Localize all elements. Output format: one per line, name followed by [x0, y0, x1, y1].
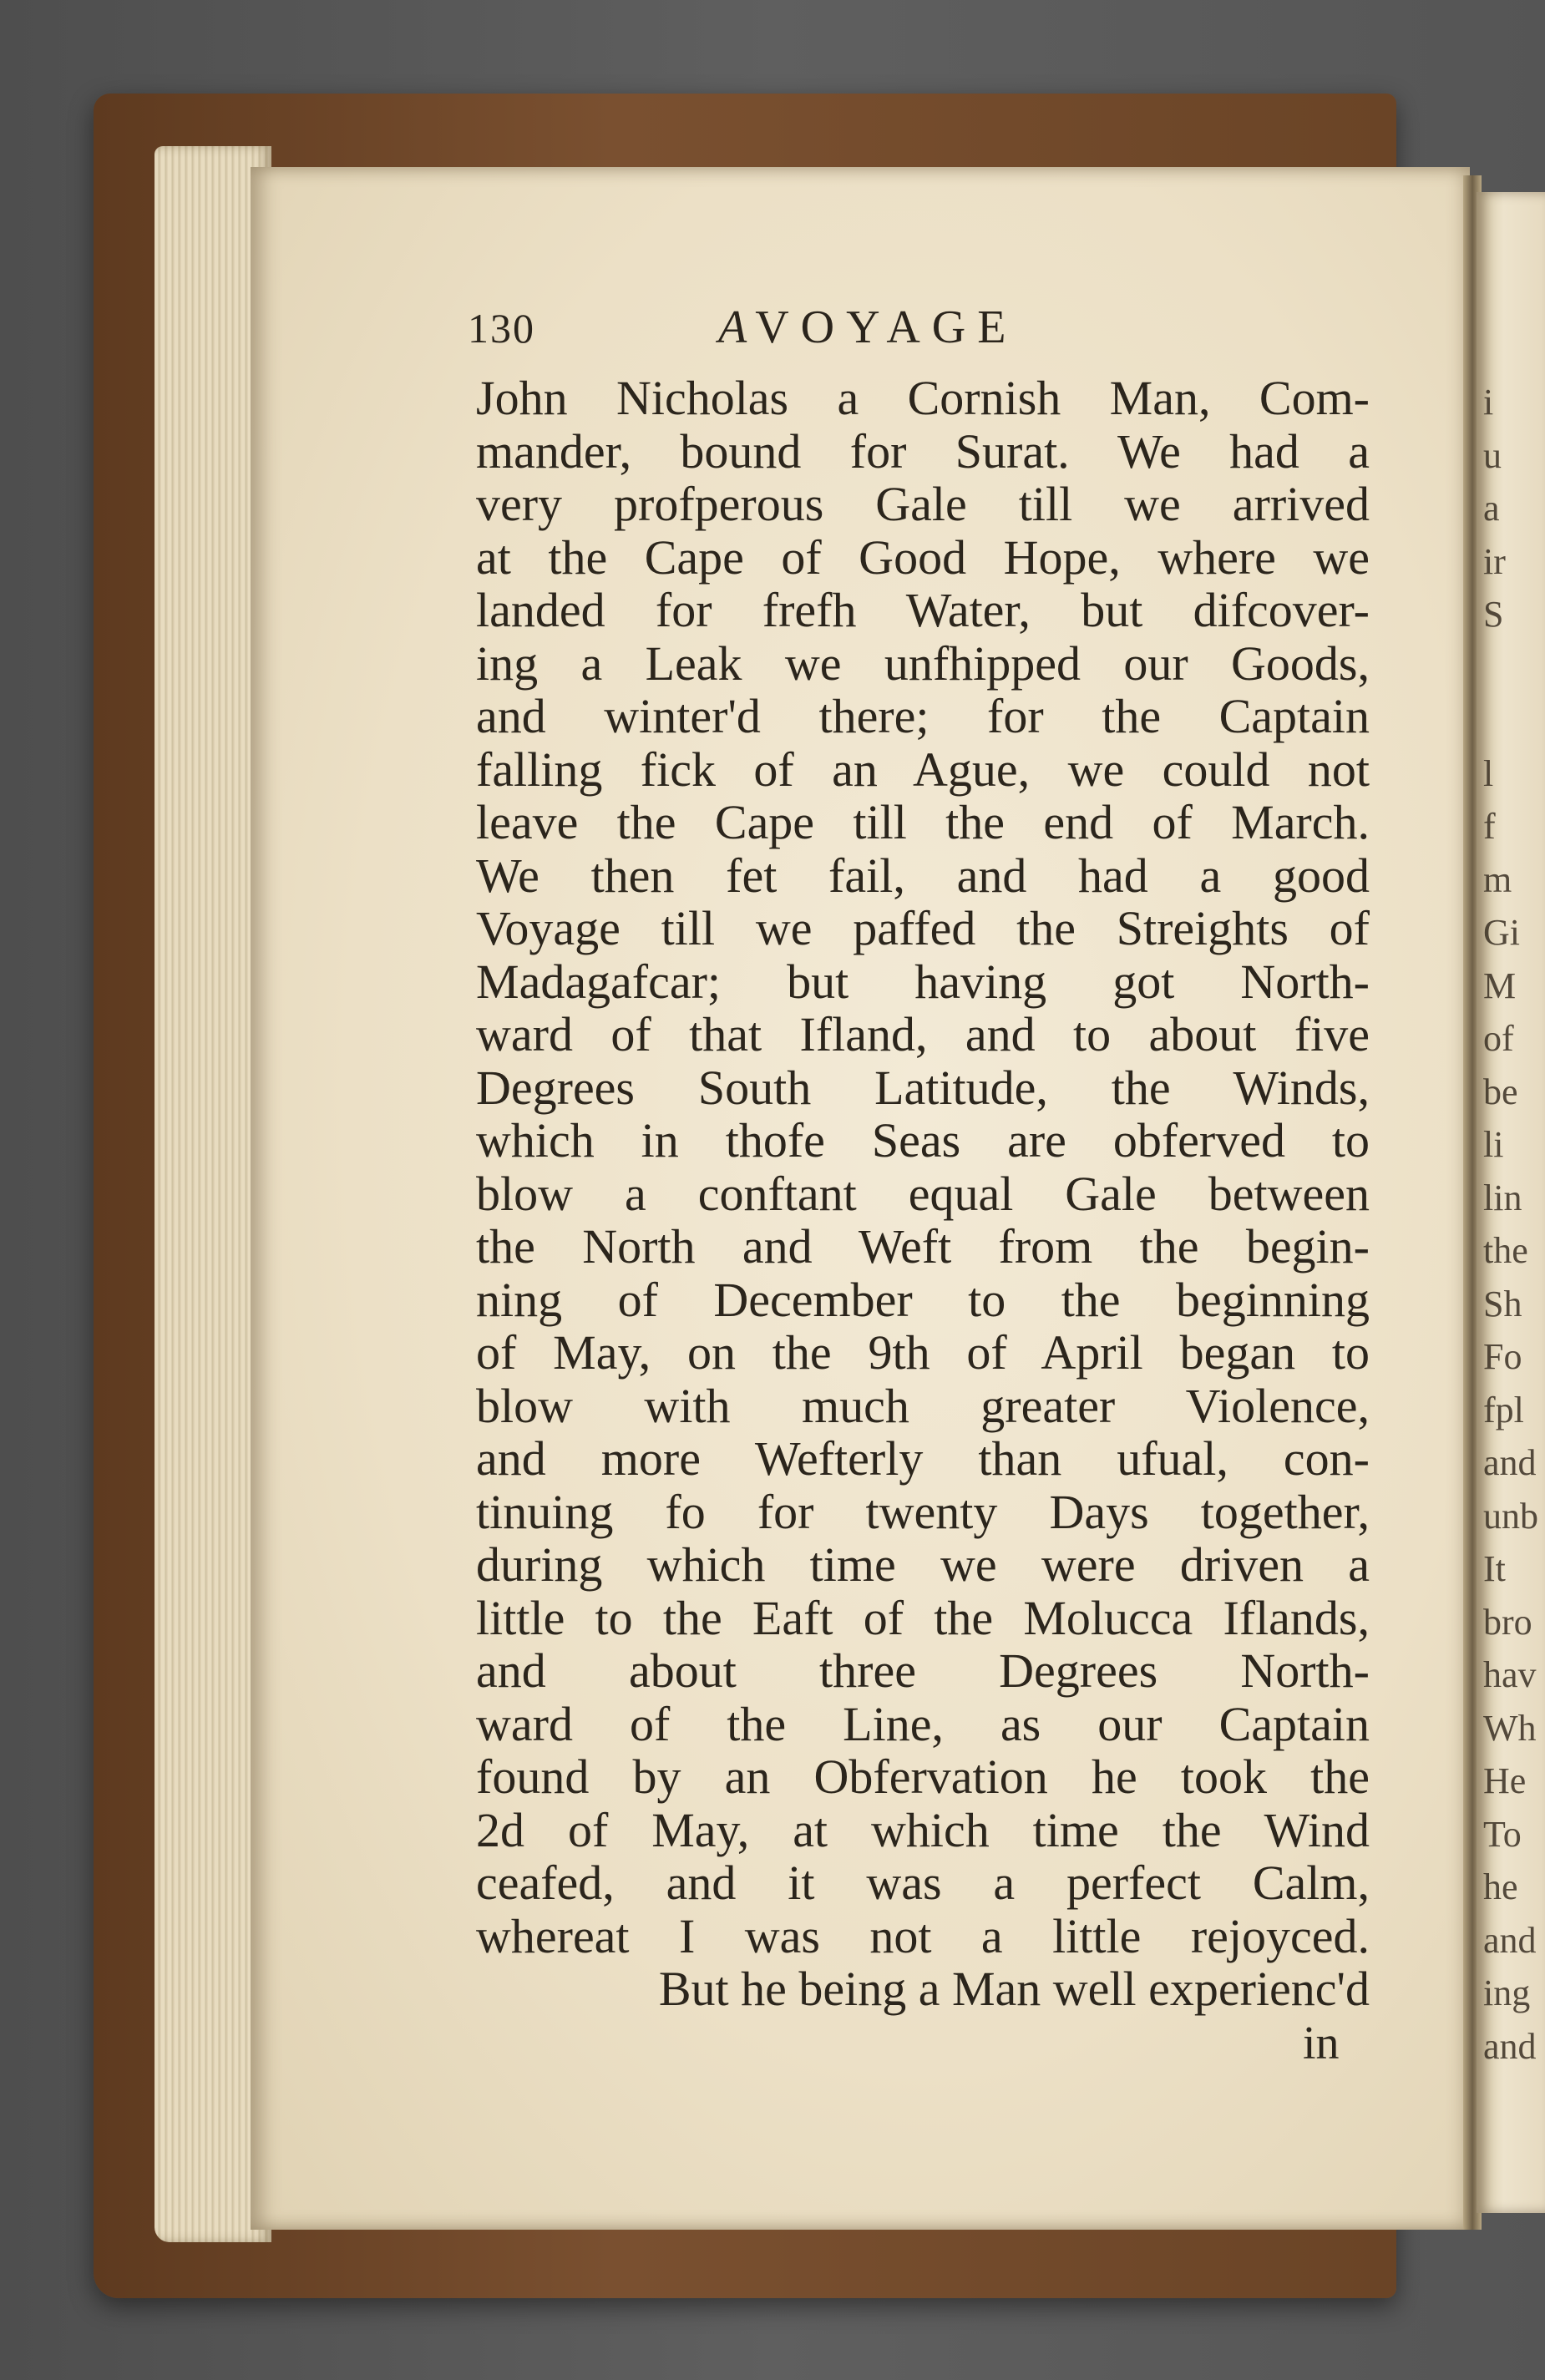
facing-page-fragment: and: [1483, 1919, 1537, 1961]
facing-page-fragment: a: [1483, 488, 1500, 529]
facing-page-fragment: [1477, 694, 1545, 747]
facing-page-fragment: he: [1483, 1866, 1518, 1907]
facing-page-fragment: and: [1483, 2025, 1537, 2067]
facing-page-fragment: lin: [1483, 1177, 1522, 1218]
text-line: Madagafcar; but having got North-: [476, 954, 1370, 1009]
text-line: during which time we were driven a: [476, 1537, 1370, 1592]
page-number: 130: [468, 305, 535, 352]
text-line: falling fick of an Ague, we could not: [476, 742, 1370, 797]
catchword: in: [1303, 2018, 1340, 2069]
text-line: But he being a Man well experienc'd: [658, 1962, 1370, 2016]
facing-page-fragment: M: [1483, 965, 1517, 1006]
running-head-word: VOYAGE: [755, 301, 1018, 353]
text-line: very profperous Gale till we arrived: [476, 477, 1370, 531]
text-line: landed for frefh Water, but difcover-: [476, 583, 1370, 637]
body-text: [476, 372, 1370, 2016]
page-header: [468, 301, 1136, 359]
facing-page-fragment: u: [1483, 434, 1502, 476]
facing-page-fragment: f: [1483, 806, 1496, 847]
facing-page-fragment: Wh: [1483, 1707, 1537, 1749]
text-line: and more Wefterly than ufual, con-: [476, 1431, 1370, 1486]
text-line: ward of that Ifland, and to about five: [476, 1007, 1370, 1061]
facing-page-fragment: unb: [1483, 1495, 1538, 1537]
facing-page-fragment: of: [1483, 1018, 1514, 1059]
text-line: blow with much greater Violence,: [476, 1378, 1370, 1433]
facing-page-fragment: ir: [1483, 540, 1506, 582]
facing-page-fragment: Sh: [1483, 1283, 1522, 1324]
text-line: Voyage till we paffed the Streights of: [476, 901, 1370, 955]
text-line: ceafed, and it was a perfect Calm,: [476, 1856, 1370, 1910]
text-line: John Nicholas a Cornish Man, Com-: [476, 371, 1370, 425]
facing-page-fragment: fpl: [1483, 1389, 1524, 1431]
facing-page-fragment: He: [1483, 1760, 1527, 1801]
facing-page-fragment: hav: [1483, 1654, 1537, 1695]
facing-page-fragment: l: [1483, 752, 1494, 794]
text-line: ning of December to the beginning: [476, 1272, 1370, 1327]
text-line: 2d of May, at which time the Wind: [476, 1802, 1370, 1857]
text-line: Degrees South Latitude, the Winds,: [476, 1060, 1370, 1115]
text-line: We then fet fail, and had a good: [476, 848, 1370, 903]
text-line: which in thofe Seas are obferved to: [476, 1113, 1370, 1167]
facing-page-fragment: [1477, 641, 1545, 695]
facing-page-fragment: Gi: [1483, 912, 1520, 953]
facing-page-fragment: the: [1483, 1230, 1528, 1271]
facing-page-fragment: ing: [1483, 1972, 1531, 2013]
facing-page-edge: [1477, 192, 1545, 2213]
text-line: at the Cape of Good Hope, where we: [476, 529, 1370, 585]
text-line: and about three Degrees North-: [476, 1643, 1370, 1698]
facing-page-fragment: be: [1483, 1071, 1518, 1112]
text-line: little to the Eaft of the Molucca Iflands,: [476, 1590, 1370, 1645]
text-line: of May, on the 9th of April began to: [476, 1325, 1370, 1380]
text-line: the North and Weft from the begin-: [476, 1219, 1370, 1274]
facing-page-fragment: m: [1483, 858, 1512, 900]
text-line: leave the Cape till the end of March.: [476, 795, 1370, 849]
facing-page-spacer: [1477, 192, 1545, 376]
text-line: blow a conftant equal Gale between: [476, 1166, 1370, 1221]
facing-page-fragment: It: [1483, 1548, 1506, 1589]
facing-page-fragment: i: [1483, 382, 1494, 423]
facing-page-fragment: S: [1483, 594, 1504, 635]
facing-page-fragment: To: [1483, 1813, 1522, 1855]
text-line: tinuing fo for twenty Days together,: [476, 1484, 1370, 1539]
running-head-prefix: A: [718, 301, 747, 353]
text-line: ing a Leak we unfhipped our Goods,: [476, 636, 1370, 691]
facing-page-fragment: Fo: [1483, 1336, 1522, 1377]
facing-page-fragment: bro: [1483, 1601, 1532, 1643]
text-line: ward of the Line, as our Captain: [476, 1696, 1370, 1751]
facing-page-fragment: and: [1483, 1442, 1537, 1483]
text-line: found by an Obfervation he took the: [476, 1750, 1370, 1804]
text-line: whereat I was not a little rejoyced.: [476, 1908, 1370, 1963]
text-line: and winter'd there; for the Captain: [476, 689, 1370, 743]
facing-page-fragment: li: [1483, 1124, 1504, 1165]
running-head: [718, 301, 1017, 354]
text-line: mander, bound for Surat. We had a: [476, 423, 1370, 479]
